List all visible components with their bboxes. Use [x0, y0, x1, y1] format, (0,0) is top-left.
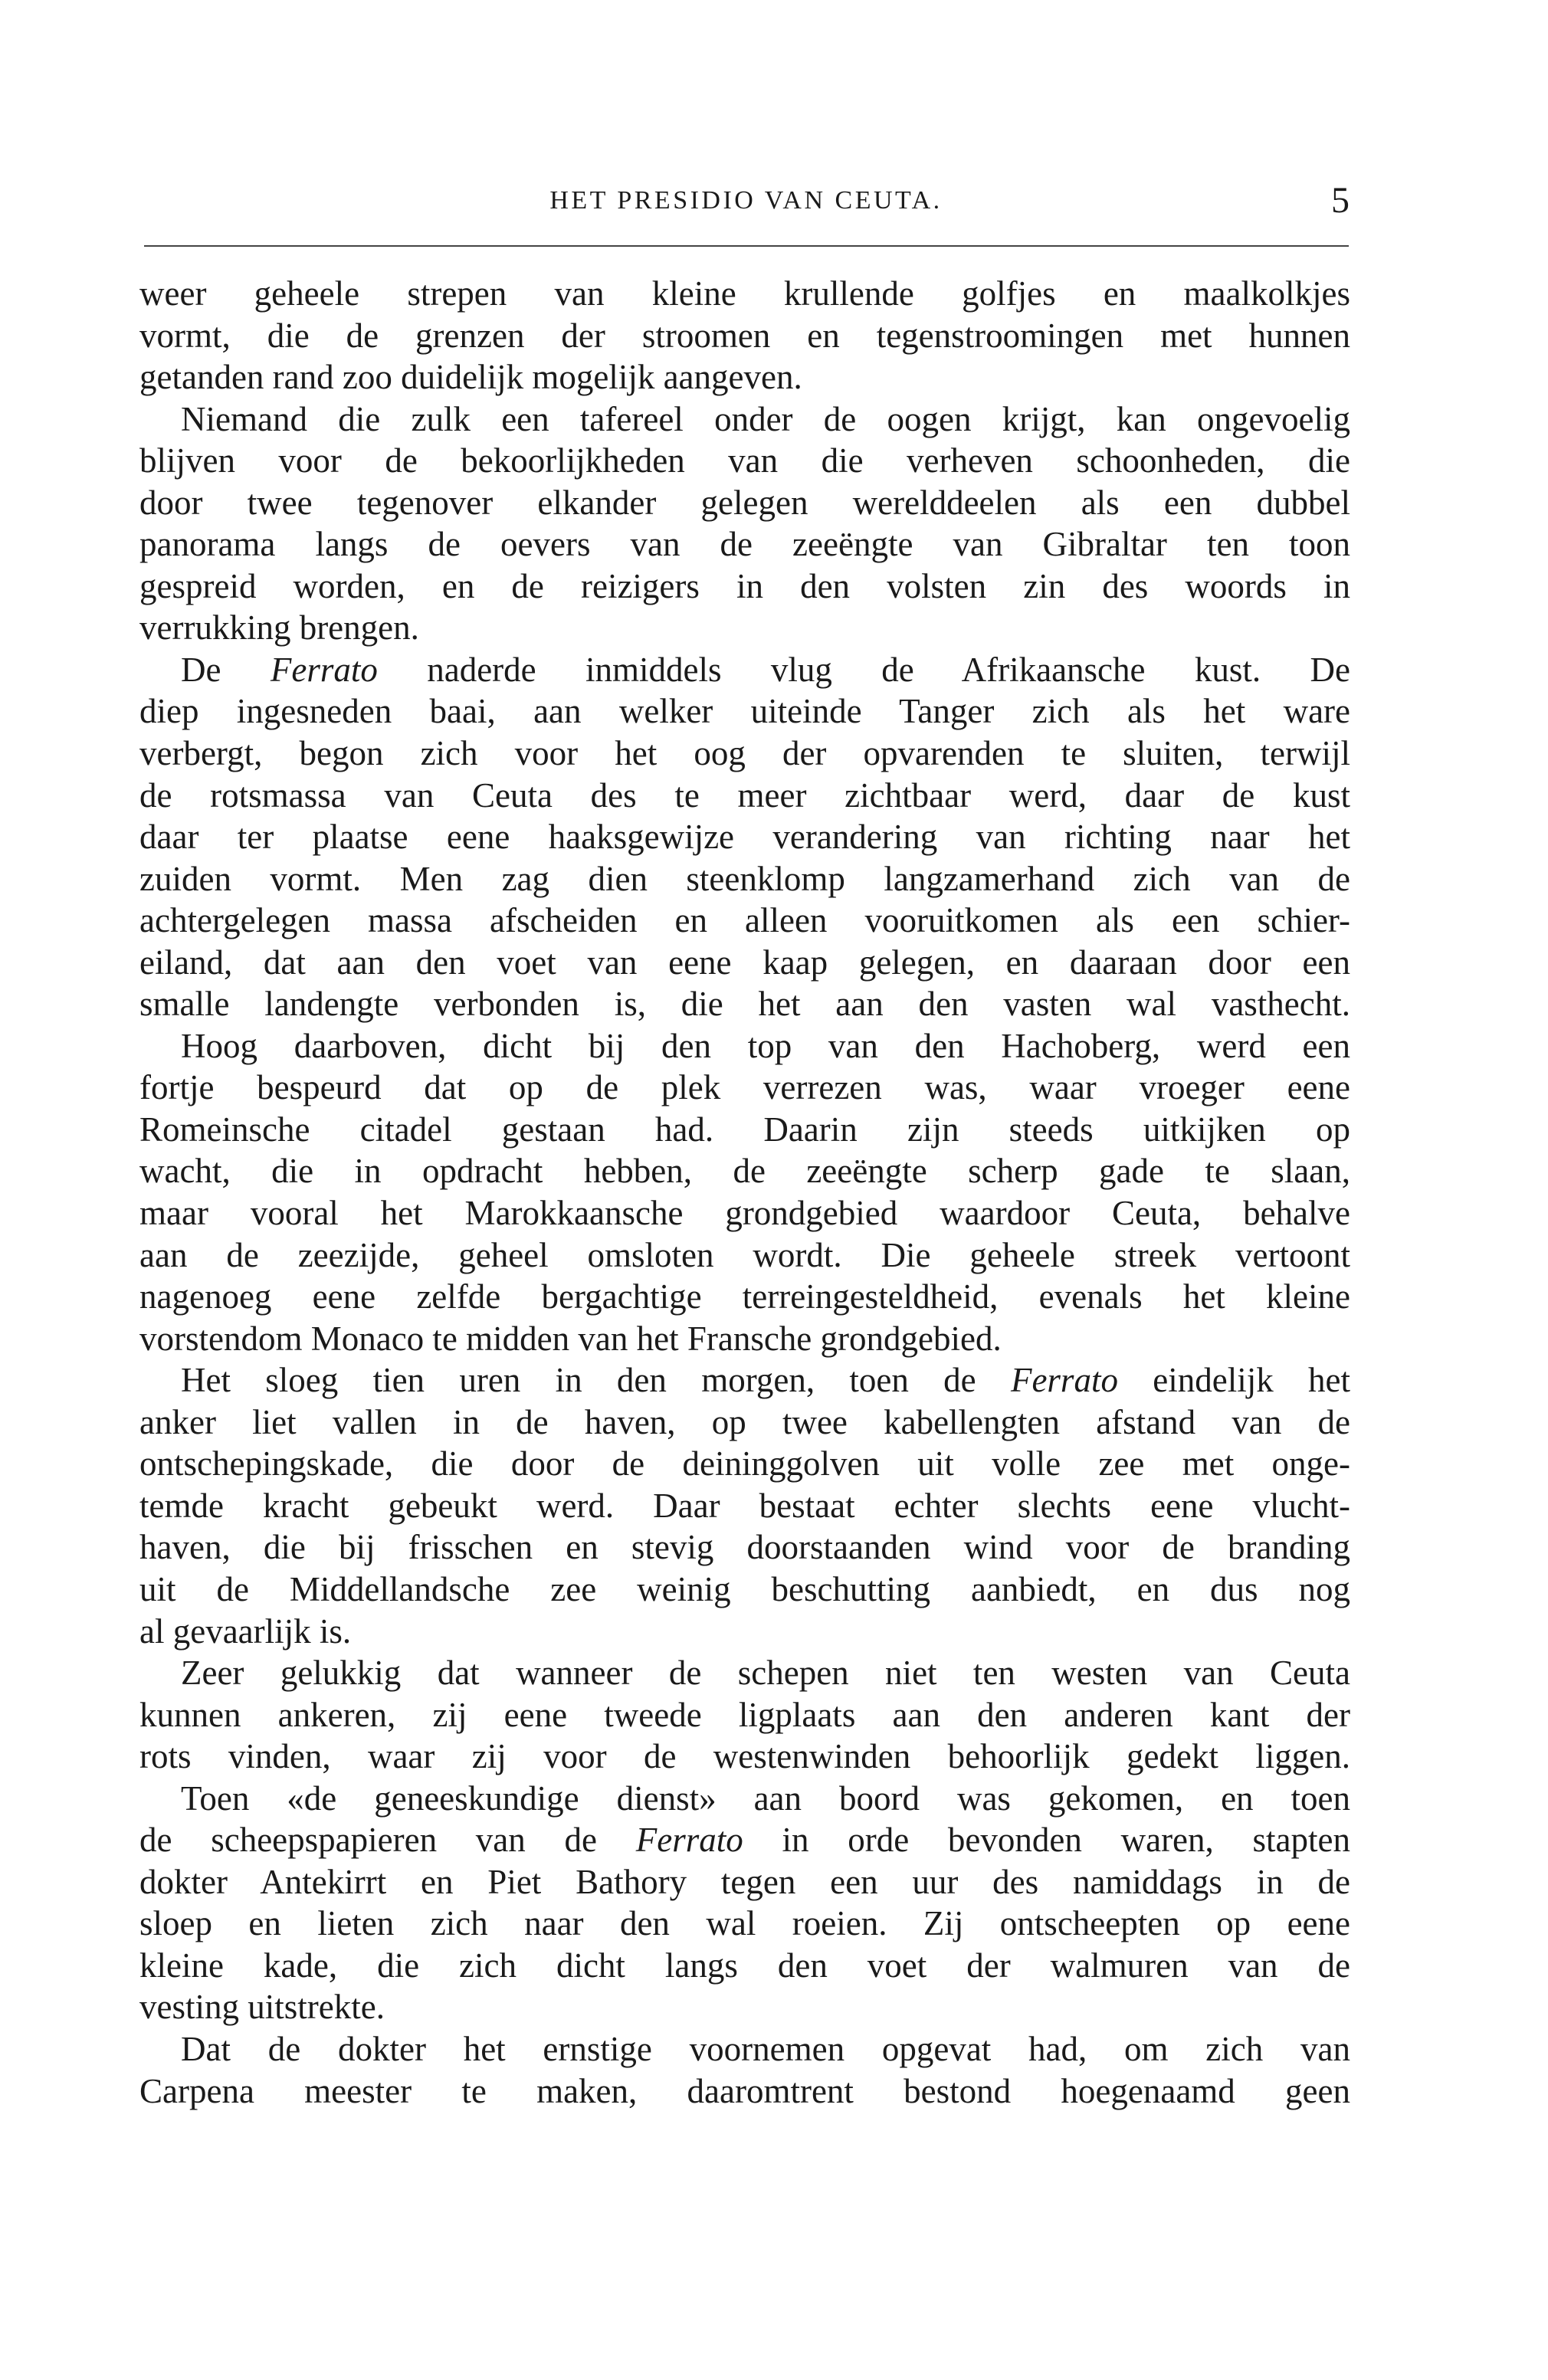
text-line: panorama langs de oevers van de zeeëngte van Gibraltar ten toon — [139, 525, 1350, 564]
text-line: vesting uitstrekte. — [139, 1988, 385, 2027]
text-line: nagenoeg eene zelfde bergachtige terreingesteldheid, evenals het kleine — [139, 1277, 1350, 1316]
text-line: kunnen ankeren, zij eene tweede ligplaats aan den anderen kant der — [139, 1695, 1350, 1734]
text-line: ontschepingskade, die door de deininggolven uit volle zee met onge- — [139, 1444, 1350, 1483]
text-line: blijven voor de bekoorlijkheden van die verheven schoonheden, die — [139, 441, 1350, 480]
text-line: Dat de dokter het ernstige voornemen opgevat had, om zich van — [181, 2029, 1350, 2068]
text-line: Carpena meester te maken, daaromtrent bestond hoegenaamd geen — [139, 2071, 1350, 2110]
text-line: zuiden vormt. Men zag dien steenklomp langzamerhand zich van de — [139, 859, 1350, 898]
text-line: Toen «de geneeskundige dienst» aan boord was gekomen, en toen — [181, 1778, 1350, 1818]
text-line: door twee tegenover elkander gelegen werelddeelen als een dubbel — [139, 483, 1350, 522]
text-line: wacht, die in opdracht hebben, de zeeëngte scherp gade te slaan, — [139, 1152, 1350, 1191]
text-line: Zeer gelukkig dat wanneer de schepen niet ten westen van Ceuta — [181, 1654, 1350, 1693]
text-line: achtergelegen massa afscheiden en alleen vooruitkomen als een schier- — [139, 901, 1350, 940]
text-line: Het sloeg tien uren in den morgen, toen de Ferrato eindelijk het — [181, 1361, 1350, 1400]
text-line: Hoog daarboven, dicht bij den top van den Hachoberg, werd een — [181, 1026, 1350, 1065]
text-line: gespreid worden, en de reizigers in den volsten zin des woords in — [139, 566, 1350, 605]
text-line: verrukking brengen. — [139, 608, 419, 647]
text-line: daar ter plaatse eene haaksgewijze verandering van richting naar het — [139, 818, 1350, 857]
page-number: 5 — [1331, 180, 1350, 221]
text-line: temde kracht gebeukt werd. Daar bestaat echter slechts eene vlucht- — [139, 1486, 1350, 1525]
body-text — [139, 273, 1350, 2112]
text-line: verbergt, begon zich voor het oog der opvarenden te sluiten, terwijl — [139, 734, 1350, 773]
text-line: diep ingesneden baai, aan welker uiteinde Tanger zich als het ware — [139, 692, 1350, 731]
text-line: de rotsmassa van Ceuta des te meer zichtbaar werd, daar de kust — [139, 775, 1350, 815]
text-line: al gevaarlijk is. — [139, 1611, 352, 1651]
text-line: rots vinden, waar zij voor de westenwinden behoorlijk gedekt liggen. — [139, 1737, 1350, 1776]
text-line: anker liet vallen in de haven, op twee kabellengten afstand van de — [139, 1402, 1350, 1441]
running-title: HET PRESIDIO VAN CEUTA. — [549, 186, 943, 215]
text-line: eiland, dat aan den voet van eene kaap gelegen, en daaraan door een — [139, 942, 1350, 982]
text-line: uit de Middellandsche zee weinig beschutting aanbiedt, en dus nog — [139, 1569, 1350, 1608]
text-line: Niemand die zulk een tafereel onder de oogen krijgt, kan ongevoelig — [181, 399, 1350, 438]
text-line: getanden rand zoo duidelijk mogelijk aangeven. — [139, 358, 802, 397]
text-line: dokter Antekirrt en Piet Bathory tegen een uur des namiddags in de — [139, 1862, 1350, 1901]
text-line: fortje bespeurd dat op de plek verrezen was, waar vroeger eene — [139, 1068, 1350, 1107]
text-line: Romeinsche citadel gestaan had. Daarin zijn steeds uitkijken op — [139, 1110, 1350, 1149]
text-line: haven, die bij frisschen en stevig doorstaanden wind voor de branding — [139, 1528, 1350, 1567]
text-line: sloep en lieten zich naar den wal roeien. Zij ontscheepten op eene — [139, 1904, 1350, 1943]
running-head — [143, 178, 1350, 231]
text-line: aan de zeezijde, geheel omsloten wordt. Die geheele streek vertoont — [139, 1235, 1350, 1274]
text-line: smalle landengte verbonden is, die het aan den vasten wal vasthecht. — [139, 985, 1350, 1024]
text-line: kleine kade, die zich dicht langs den voet der walmuren van de — [139, 1946, 1350, 1985]
text-line: maar vooral het Marokkaansche grondgebied waardoor Ceuta, behalve — [139, 1194, 1350, 1233]
text-line: vorstendom Monaco te midden van het Fransche grondgebied. — [139, 1319, 1002, 1358]
text-line: vormt, die de grenzen der stroomen en tegenstroomingen met hunnen — [139, 316, 1350, 355]
header-rule — [144, 245, 1349, 247]
text-line: de scheepspapieren van de Ferrato in orde bevonden waren, stapten — [139, 1821, 1350, 1860]
text-line: weer geheele strepen van kleine krullende golfjes en maalkolkjes — [139, 274, 1350, 313]
text-line: De Ferrato naderde inmiddels vlug de Afrikaansche kust. De — [181, 650, 1350, 689]
